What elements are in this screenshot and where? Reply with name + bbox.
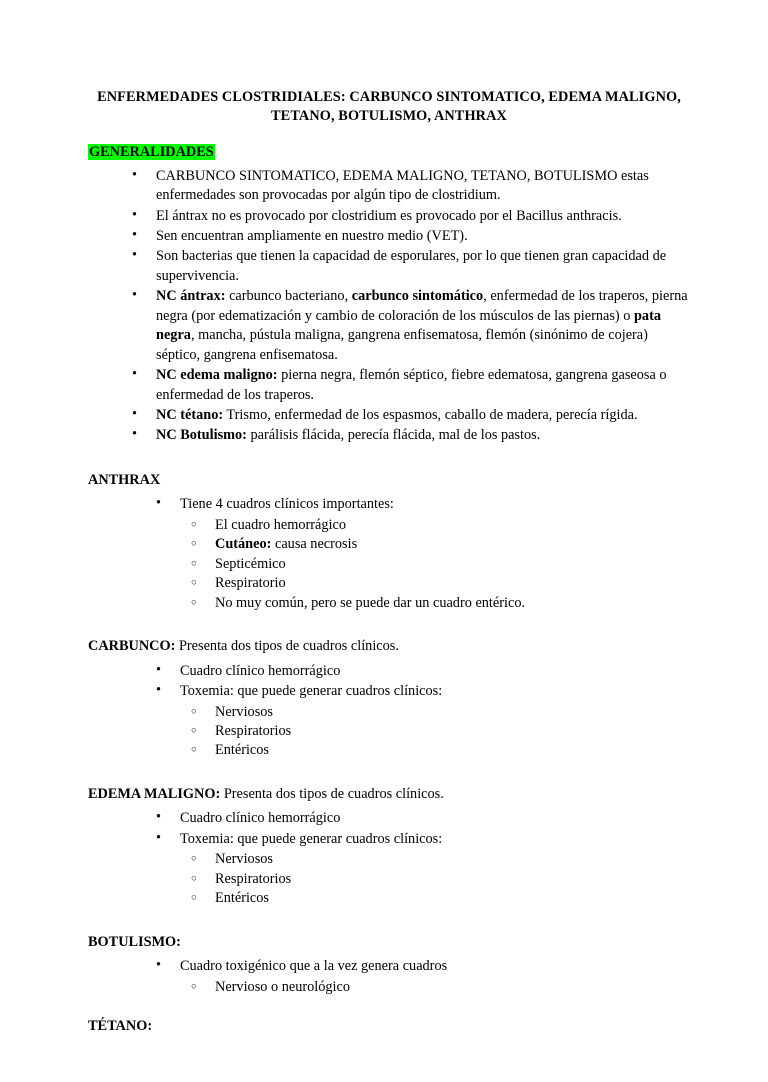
list-item bbox=[154, 830, 690, 849]
text-run: Respiratorios bbox=[215, 870, 292, 887]
text-run-bold: NC tétano: bbox=[156, 406, 224, 423]
text-run-bold: NC Botulismo: bbox=[156, 427, 247, 444]
sub-list-item bbox=[189, 555, 690, 574]
anthrax-list bbox=[88, 495, 690, 613]
generalidades-highlight-text: GENERALIDADES bbox=[89, 143, 214, 160]
list-item bbox=[154, 495, 690, 514]
text-run: , enfermedad de los traperos, pierna negra (por edematización y cambio de coloración de los músculos de las piernas) o bbox=[156, 288, 688, 324]
list-item bbox=[130, 227, 690, 246]
carbunco-heading-normal: Presenta dos tipos de cuadros clínicos. bbox=[175, 638, 399, 655]
edema-maligno-heading-bold: EDEMA MALIGNO: bbox=[88, 785, 221, 802]
text-run: parálisis flácida, perecía flácida, mal de los pastos. bbox=[246, 427, 541, 444]
list-item bbox=[154, 809, 690, 828]
list-item bbox=[154, 662, 690, 681]
text-run: Nerviosos bbox=[215, 851, 273, 868]
sub-list-item bbox=[189, 889, 690, 908]
sub-list-item bbox=[189, 535, 690, 554]
list-item bbox=[130, 247, 690, 286]
generalidades-list bbox=[88, 167, 690, 446]
text-run: Trismo, enfermedad de los espasmos, caballo de madera, perecía rígida. bbox=[223, 406, 638, 423]
text-run: Entéricos bbox=[215, 890, 269, 907]
sub-list-item bbox=[189, 850, 690, 869]
text-run: Sen encuentran ampliamente en nuestro medio (VET). bbox=[156, 228, 468, 245]
section-heading-edema-maligno bbox=[88, 785, 690, 804]
edema-maligno-heading-normal: Presenta dos tipos de cuadros clínicos. bbox=[220, 785, 444, 802]
document-title-line-1: ENFERMEDADES CLOSTRIDIALES: CARBUNCO SINTOMATICO, EDEMA MALIGNO, bbox=[97, 89, 681, 105]
sub-list-item bbox=[189, 978, 690, 997]
list-item bbox=[130, 207, 690, 226]
text-run: pierna negra, flemón séptico, fiebre edematosa, gangrena gaseosa o enfermedad de los traperos. bbox=[156, 367, 667, 403]
text-run: Cuadro toxigénico que a la vez genera cuadros bbox=[180, 958, 448, 975]
text-run: Toxemia: que puede generar cuadros clínicos: bbox=[180, 683, 443, 700]
text-run: Nerviosos bbox=[215, 703, 273, 720]
botulismo-heading-bold: BOTULISMO: bbox=[88, 933, 181, 950]
sub-list-item bbox=[189, 594, 690, 613]
sub-list bbox=[154, 516, 690, 613]
text-run: El cuadro hemorrágico bbox=[215, 516, 346, 533]
text-run: No muy común, pero se puede dar un cuadro entérico. bbox=[215, 594, 526, 611]
carbunco-heading-bold: CARBUNCO: bbox=[88, 638, 176, 655]
edema-maligno-list bbox=[88, 809, 690, 908]
text-run: Nervioso o neurológico bbox=[215, 978, 350, 995]
list-item bbox=[130, 426, 690, 445]
text-run: Entéricos bbox=[215, 742, 269, 759]
text-run: Respiratorios bbox=[215, 722, 292, 739]
spacer bbox=[88, 447, 690, 458]
section-heading-anthrax bbox=[88, 471, 690, 490]
text-run-bold: NC edema maligno: bbox=[156, 367, 278, 384]
list-item bbox=[130, 406, 690, 425]
botulismo-list bbox=[88, 957, 690, 997]
sub-list-item bbox=[189, 574, 690, 593]
text-run: Tiene 4 cuadros clínicos importantes: bbox=[180, 496, 394, 513]
carbunco-list bbox=[88, 662, 690, 761]
sub-list bbox=[154, 978, 690, 997]
text-run: Toxemia: que puede generar cuadros clínicos: bbox=[180, 830, 443, 847]
spacer bbox=[88, 909, 690, 920]
text-run-bold: Cutáneo: bbox=[215, 536, 272, 553]
document-title bbox=[88, 88, 690, 126]
section-heading-carbunco bbox=[88, 637, 690, 656]
text-run: Son bacterias que tienen la capacidad de esporulares, por lo que tienen gran capacidad de supervivencia. bbox=[156, 248, 667, 284]
text-run: Respiratorio bbox=[215, 575, 286, 592]
section-heading-tetano bbox=[88, 1017, 690, 1036]
text-run-bold: NC ántrax: bbox=[156, 288, 226, 305]
text-run: Cuadro clínico hemorrágico bbox=[180, 810, 341, 827]
document-title-line-2: TETANO, BOTULISMO, ANTHRAX bbox=[271, 107, 507, 124]
sub-list bbox=[154, 703, 690, 761]
text-run: , mancha, pústula maligna, gangrena enfisematosa, flemón (sinónimo de cojera) séptico, gangrena enfisematosa. bbox=[156, 327, 648, 363]
text-run: Cuadro clínico hemorrágico bbox=[180, 662, 341, 679]
sub-list-item bbox=[189, 703, 690, 722]
sub-list bbox=[154, 850, 690, 908]
spacer bbox=[88, 761, 690, 772]
list-item bbox=[154, 957, 690, 976]
tetano-heading-bold: TÉTANO: bbox=[88, 1018, 153, 1035]
list-item bbox=[154, 682, 690, 701]
text-run: El ántrax no es provocado por clostridium es provocado por el Bacillus anthracis. bbox=[156, 207, 622, 224]
text-run-bold: pata negra bbox=[156, 307, 661, 344]
sub-list-item bbox=[189, 741, 690, 760]
sub-list-item bbox=[189, 516, 690, 535]
list-item bbox=[130, 167, 690, 206]
spacer bbox=[88, 997, 690, 1004]
text-run: Septicémico bbox=[215, 555, 286, 572]
list-item bbox=[130, 366, 690, 405]
anthrax-heading-bold: ANTHRAX bbox=[88, 471, 161, 488]
list-item bbox=[130, 287, 690, 365]
sub-list-item bbox=[189, 722, 690, 741]
text-run: CARBUNCO SINTOMATICO, EDEMA MALIGNO, TETANO, BOTULISMO estas enfermedades son provocadas por algún tipo de clostridium. bbox=[156, 167, 649, 204]
text-run: causa necrosis bbox=[271, 536, 358, 553]
text-run: carbunco bacteriano, bbox=[225, 288, 352, 305]
section-heading-generalidades bbox=[88, 144, 690, 161]
text-run-bold: carbunco sintomático bbox=[351, 288, 484, 305]
section-heading-botulismo bbox=[88, 933, 690, 952]
sub-list-item bbox=[189, 870, 690, 889]
spacer bbox=[88, 613, 690, 624]
